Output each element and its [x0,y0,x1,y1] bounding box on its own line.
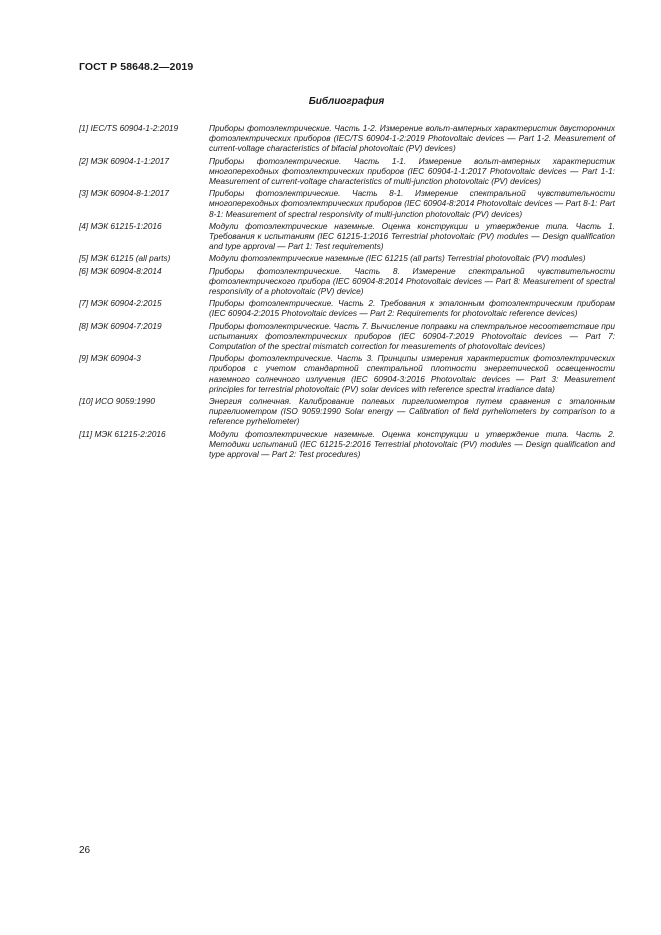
bibliography-list [79,123,615,461]
bibliography-entry [79,221,615,252]
entry-reference: [1] IEC/TS 60904-1-2:2019 [79,123,179,133]
entry-text: Приборы фотоэлектрические. Часть 8. Измерение спектральной чувствительности фотоэлектрического прибора (IEC 60904-8:2014 Photovoltaic devices — Part 8: Measurement of spectral responsivity of a photovoltaic (PV) device) [209,265,615,297]
entry-reference: [3] МЭК 60904-8-1:2017 [79,188,169,199]
section-title [0,96,661,107]
bibliography-entry [79,298,615,318]
section-title-text: Библиография [308,96,385,107]
entry-text: Энергия солнечная. Калибрование полевых пиргелиометров путем сравнения с эталонным пиргелиометром (ISO 9059:1990 Solar energy — Calibration of field pyrheliometers by comparison to a reference pyrheliometer) [209,396,615,427]
document-header: ГОСТ Р 58648.2—2019 [79,61,194,73]
entry-reference: [11] МЭК 61215-2:2016 [79,428,166,439]
entry-text: Приборы фотоэлектрические. Часть 2. Требования к эталонным фотоэлектрическим приборам (IEC 60904-2:2015 Photovoltaic devices — Part 2: Requirements for photovoltaic reference devices) [209,298,615,319]
entry-reference: [4] МЭК 61215-1:2016 [79,220,162,231]
bibliography-entry [79,253,615,263]
entry-text: Приборы фотоэлектрические. Часть 1-1. Измерение вольт-амперных характеристик многопереходных фотоэлектрических приборов (IEC 60904-1-1:2017 Photovoltaic devices — Part 1-1: Measurement of current-voltage characteristics of multi-junction photovoltaic (PV) devices) [209,155,615,187]
entry-reference: [6] МЭК 60904-8:2014 [79,265,162,276]
entry-text: Модули фотоэлектрические наземные (IEC 61215 (all parts) Terrestrial photovoltaic (PV) modules) [209,253,586,264]
entry-reference: [2] МЭК 60904-1-1:2017 [79,155,169,166]
bibliography-entry [79,353,615,394]
entry-reference: [9] МЭК 60904-3 [79,353,141,364]
page-number: 26 [79,845,91,856]
entry-reference: [8] МЭК 60904-7:2019 [79,320,162,331]
entry-text: Приборы фотоэлектрические. Часть 7. Вычисление поправки на спектральное несоответствие при испытаниях фотоэлектрических приборов (IEC 60904-7:2019 Photovoltaic devices — Part 7: Computation of the spectral mismatch correction for measurements of photovoltaic devices) [209,320,615,352]
bibliography-entry [79,266,615,297]
bibliography-entry [79,429,615,460]
entry-text: Приборы фотоэлектрические. Часть 3. Принципы измерения характеристик фотоэлектрических приборов с учетом стандартной спектральной плотности энергетической освещенности наземного солнечного излучения (IEC 60904-3:2016 Photovoltaic devices — Part 3: Measurement principles for terrestrial photovoltaic (PV) solar devices with reference spectral irradiance data) [209,353,615,394]
bibliography-entry [79,156,615,187]
entry-reference: [5] МЭК 61215 (all parts) [79,253,171,264]
bibliography-entry [79,321,615,352]
bibliography-entry [79,123,615,154]
entry-reference: [7] МЭК 60904-2:2015 [79,298,162,309]
entry-text: Модули фотоэлектрические наземные. Оценка конструкции и утверждение типа. Часть 1. Требования к испытаниям (IEC 61215-1:2016 Terrestrial photovoltaic (PV) modules — Design qualification and type approval — Part 1: Test requirements) [209,220,615,252]
bibliography-entry [79,396,615,427]
entry-text: Модули фотоэлектрические наземные. Оценка конструкции и утверждение типа. Часть 2. Методики испытаний (IEC 61215-2:2016 Terrestrial photovoltaic (PV) modules — Design qualification and type approval — Part 2: Test procedures) [209,428,615,460]
entry-text: Приборы фотоэлектрические. Часть 8-1. Измерение спектральной чувствительности многопереходных фотоэлектрических приборов (IEC 60904-8:2014 Photovoltaic devices — Part 8-1: Part 8-1: Measurement of spectral responsivity of multi-junction photovoltaic (PV) devices) [209,188,615,219]
bibliography-entry [79,188,615,219]
entry-text: Приборы фотоэлектрические. Часть 1-2. Измерение вольт-амперных характеристик двусторонних фотоэлектрических приборов (IEC/TS 60904-1-2:2019 Photovoltaic devices — Part 1-2. Measurement of current-voltage characteristics of bifacial photovoltaic (PV) devices) [209,123,615,154]
entry-reference: [10] ИСО 9059:1990 [79,396,155,407]
